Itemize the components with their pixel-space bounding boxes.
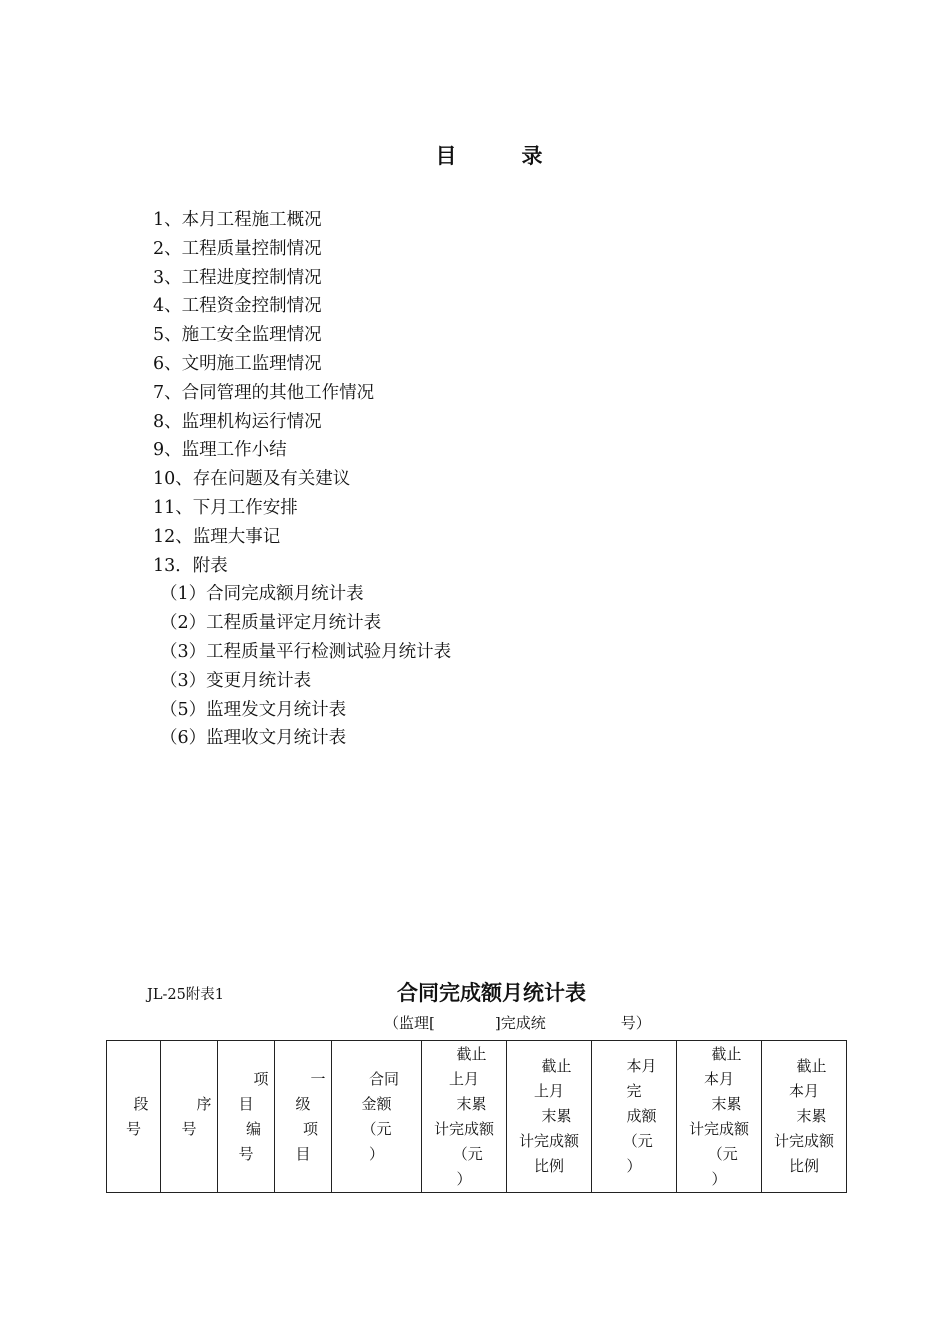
header-text-line: 截止 — [441, 1044, 487, 1063]
toc-item: 10、存在问题及有关建议 — [153, 469, 351, 490]
toc-sub-item: （3）工程质量平行检测试验月统计表 — [160, 641, 452, 662]
toc-item: 13．附表 — [153, 555, 228, 576]
table-header-row — [107, 1041, 847, 1193]
header-text-line: 截止 — [526, 1057, 572, 1075]
header-cell-prev-ratio — [507, 1041, 592, 1193]
header-cell-level1-item — [275, 1041, 332, 1193]
toc-title: 目 录 — [435, 143, 565, 168]
toc-sub-item: （6）监理收文月统计表 — [160, 728, 347, 749]
header-text-line: （元 — [615, 1132, 653, 1150]
header-text-line: 项 — [287, 1119, 318, 1138]
header-text-line: 号 — [238, 1144, 254, 1163]
table-title: 合同完成额月统计表 — [397, 981, 586, 1005]
header-text-line: 合同 — [353, 1069, 399, 1088]
header-cell-item-code — [218, 1041, 275, 1193]
header-text-line: 一 — [280, 1069, 326, 1088]
toc-item: 12、监理大事记 — [153, 526, 281, 547]
header-text-line: 比例 — [788, 1157, 819, 1175]
header-cell-prev-cumulative — [422, 1041, 507, 1193]
header-text-line: ） — [711, 1169, 727, 1188]
header-text-line: 计完成额 — [688, 1119, 749, 1138]
header-text-line: 末累 — [781, 1107, 827, 1125]
toc-item: 7、合同管理的其他工作情况 — [153, 382, 375, 403]
toc-item: 11、下月工作安排 — [153, 497, 298, 518]
header-cell-curr-cumulative — [677, 1041, 762, 1193]
header-text-line: 段 — [118, 1094, 149, 1113]
header-text-line: ） — [626, 1157, 642, 1175]
header-text-line: 号 — [181, 1119, 197, 1138]
header-text-line: 序 — [166, 1094, 212, 1113]
header-cell-month-amount — [592, 1041, 677, 1193]
header-cell-segment — [107, 1041, 161, 1193]
header-text-line: （元 — [700, 1144, 738, 1163]
header-text-line: 本月 — [788, 1082, 819, 1100]
header-text-line: 末累 — [441, 1094, 487, 1113]
toc-item: 5、施工安全监理情况 — [153, 325, 322, 346]
toc-sub-item: （3）变更月统计表 — [160, 670, 312, 691]
header-text-line: ） — [456, 1169, 472, 1188]
header-text-line: 末累 — [696, 1094, 742, 1113]
header-text-line: 计完成额 — [518, 1132, 579, 1150]
form-code: JL-25附表1 — [147, 987, 225, 1003]
toc-sub-item: （2）工程质量评定月统计表 — [160, 613, 382, 634]
header-text-line: 截止 — [696, 1044, 742, 1063]
toc-item: 9、监理工作小结 — [153, 440, 287, 461]
contract-stat-table — [106, 1040, 847, 1193]
header-cell-serial — [161, 1041, 218, 1193]
header-text-line: ） — [368, 1144, 384, 1163]
header-text-line: 编 — [230, 1119, 261, 1138]
header-text-line: 本月 — [703, 1069, 734, 1088]
header-text-line: 项 — [223, 1069, 269, 1088]
table-subtitle: （监理[ ]完成统 号） — [384, 1014, 651, 1032]
toc-sub-item: （5）监理发文月统计表 — [160, 699, 347, 720]
toc-item: 6、文明施工监理情况 — [153, 353, 322, 374]
header-text-line: 计完成额 — [773, 1132, 834, 1150]
header-text-line: 级 — [295, 1094, 311, 1113]
header-cell-curr-ratio — [762, 1041, 847, 1193]
header-text-line: 目 — [295, 1144, 311, 1163]
header-text-line: （元 — [361, 1119, 392, 1138]
header-text-line: 比例 — [533, 1157, 564, 1175]
header-cell-contract-amount — [332, 1041, 422, 1193]
toc-item: 3、工程进度控制情况 — [153, 267, 322, 288]
header-text-line: 成额 — [611, 1107, 657, 1125]
header-text-line: 末累 — [526, 1107, 572, 1125]
header-text-line: 号 — [125, 1119, 141, 1138]
header-text-line: 本月 — [611, 1057, 657, 1075]
header-text-line: （元 — [445, 1144, 483, 1163]
toc-list — [153, 206, 451, 753]
header-text-line: 截止 — [781, 1057, 827, 1075]
header-text-line: 完 — [626, 1082, 642, 1100]
toc-item: 1、本月工程施工概况 — [153, 210, 322, 230]
toc-item: 2、工程质量控制情况 — [153, 238, 322, 259]
header-text-line: 目 — [238, 1094, 254, 1113]
header-text-line: 上月 — [533, 1082, 564, 1100]
header-text-line: 上月 — [448, 1069, 479, 1088]
toc-item: 8、监理机构运行情况 — [153, 411, 322, 432]
header-text-line: 金额 — [361, 1094, 392, 1113]
header-text-line: 计完成额 — [433, 1119, 494, 1138]
toc-sub-item: （1）合同完成额月统计表 — [160, 584, 364, 605]
toc-item: 4、工程资金控制情况 — [153, 296, 322, 317]
